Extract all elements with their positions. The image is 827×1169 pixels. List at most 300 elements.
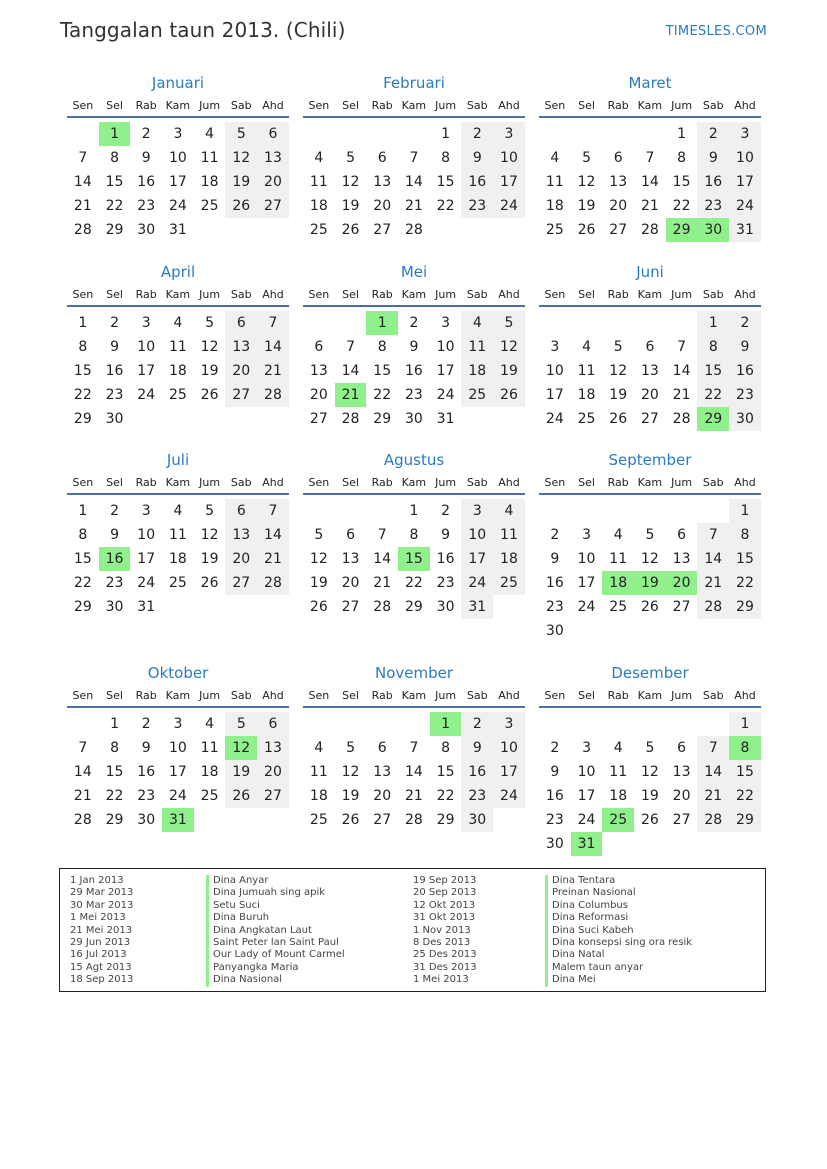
day-cell[interactable]: 29: [105, 222, 124, 238]
day-cell[interactable]: 24: [577, 599, 596, 615]
day-cell[interactable]: 13: [373, 764, 392, 780]
day-cell[interactable]: 18: [309, 198, 328, 214]
day-cell[interactable]: 30: [545, 836, 564, 852]
day-cell[interactable]: 16: [105, 363, 124, 379]
day-cell[interactable]: 24: [545, 411, 564, 427]
day-cell[interactable]: 20: [672, 788, 691, 804]
day-cell[interactable]: 5: [582, 150, 591, 166]
day-cell[interactable]: 29: [373, 411, 392, 427]
day-cell[interactable]: 25: [493, 571, 525, 595]
day-cell[interactable]: 30: [137, 812, 156, 828]
day-cell[interactable]: 20: [257, 760, 289, 784]
day-cell[interactable]: 29: [73, 599, 92, 615]
day-cell[interactable]: 11: [200, 740, 219, 756]
day-cell[interactable]: 1: [78, 315, 88, 331]
day-cell[interactable]: 20: [373, 198, 392, 214]
day-cell[interactable]: 14: [404, 174, 423, 190]
day-cell[interactable]: 22: [672, 198, 691, 214]
day-cell[interactable]: 23: [137, 198, 156, 214]
day-cell[interactable]: 7: [409, 150, 419, 166]
day-cell[interactable]: 20: [309, 387, 328, 403]
day-cell[interactable]: 19: [200, 551, 219, 567]
day-cell[interactable]: 14: [404, 764, 423, 780]
day-cell[interactable]: 22: [436, 788, 455, 804]
day-cell[interactable]: 14: [672, 363, 691, 379]
day-cell[interactable]: 5: [645, 527, 655, 543]
day-cell[interactable]: 1: [729, 499, 761, 523]
day-cell[interactable]: 20: [640, 387, 659, 403]
day-cell[interactable]: 27: [373, 222, 392, 238]
holiday-day-cell[interactable]: 12: [225, 736, 257, 760]
day-cell[interactable]: 10: [729, 146, 761, 170]
day-cell[interactable]: 22: [729, 784, 761, 808]
day-cell[interactable]: 10: [168, 150, 187, 166]
day-cell[interactable]: 17: [168, 174, 187, 190]
day-cell[interactable]: 24: [137, 575, 156, 591]
day-cell[interactable]: 14: [257, 523, 289, 547]
day-cell[interactable]: 17: [577, 575, 596, 591]
day-cell[interactable]: 2: [110, 315, 119, 331]
day-cell[interactable]: 3: [173, 126, 183, 142]
day-cell[interactable]: 19: [341, 788, 360, 804]
day-cell[interactable]: 5: [225, 712, 257, 736]
day-cell[interactable]: 25: [200, 788, 219, 804]
day-cell[interactable]: 26: [640, 599, 659, 615]
day-cell[interactable]: 18: [168, 551, 187, 567]
day-cell[interactable]: 26: [577, 222, 596, 238]
day-cell[interactable]: 14: [73, 764, 92, 780]
day-cell[interactable]: 1: [110, 716, 119, 732]
day-cell[interactable]: 28: [257, 571, 289, 595]
day-cell[interactable]: 23: [404, 387, 423, 403]
day-cell[interactable]: 29: [436, 812, 455, 828]
day-cell[interactable]: 9: [461, 736, 493, 760]
day-cell[interactable]: 6: [257, 122, 289, 146]
holiday-day-cell[interactable]: 1: [430, 712, 462, 736]
day-cell[interactable]: 4: [613, 740, 623, 756]
holiday-day-cell[interactable]: 15: [398, 547, 430, 571]
day-cell[interactable]: 28: [341, 411, 360, 427]
day-cell[interactable]: 14: [73, 174, 92, 190]
holiday-day-cell[interactable]: 1: [99, 122, 131, 146]
day-cell[interactable]: 24: [729, 194, 761, 218]
day-cell[interactable]: 29: [404, 599, 423, 615]
day-cell[interactable]: 17: [493, 170, 525, 194]
holiday-day-cell[interactable]: 29: [697, 407, 729, 431]
day-cell[interactable]: 21: [404, 788, 423, 804]
day-cell[interactable]: 9: [409, 339, 419, 355]
day-cell[interactable]: 16: [729, 359, 761, 383]
day-cell[interactable]: 18: [461, 359, 493, 383]
day-cell[interactable]: 1: [677, 126, 687, 142]
day-cell[interactable]: 14: [697, 547, 729, 571]
day-cell[interactable]: 27: [341, 599, 360, 615]
day-cell[interactable]: 22: [105, 198, 124, 214]
day-cell[interactable]: 16: [697, 170, 729, 194]
day-cell[interactable]: 1: [697, 311, 729, 335]
day-cell[interactable]: 15: [672, 174, 691, 190]
day-cell[interactable]: 6: [225, 499, 257, 523]
day-cell[interactable]: 31: [461, 595, 493, 619]
day-cell[interactable]: 30: [137, 222, 156, 238]
day-cell[interactable]: 2: [461, 122, 493, 146]
day-cell[interactable]: 7: [697, 523, 729, 547]
day-cell[interactable]: 6: [677, 527, 687, 543]
day-cell[interactable]: 6: [377, 740, 387, 756]
day-cell[interactable]: 24: [168, 788, 187, 804]
day-cell[interactable]: 9: [110, 527, 119, 543]
day-cell[interactable]: 27: [257, 194, 289, 218]
day-cell[interactable]: 5: [314, 527, 324, 543]
day-cell[interactable]: 6: [257, 712, 289, 736]
day-cell[interactable]: 7: [645, 150, 655, 166]
day-cell[interactable]: 31: [436, 411, 455, 427]
day-cell[interactable]: 24: [493, 784, 525, 808]
day-cell[interactable]: 12: [577, 174, 596, 190]
holiday-day-cell[interactable]: 25: [602, 808, 634, 832]
day-cell[interactable]: 10: [436, 339, 455, 355]
day-cell[interactable]: 27: [672, 812, 691, 828]
day-cell[interactable]: 8: [441, 150, 451, 166]
day-cell[interactable]: 21: [640, 198, 659, 214]
day-cell[interactable]: 17: [436, 363, 455, 379]
day-cell[interactable]: 25: [577, 411, 596, 427]
day-cell[interactable]: 8: [110, 150, 119, 166]
day-cell[interactable]: 4: [613, 527, 623, 543]
day-cell[interactable]: 7: [409, 740, 419, 756]
day-cell[interactable]: 10: [137, 339, 156, 355]
day-cell[interactable]: 23: [545, 599, 564, 615]
day-cell[interactable]: 28: [373, 599, 392, 615]
day-cell[interactable]: 2: [461, 712, 493, 736]
day-cell[interactable]: 12: [341, 174, 360, 190]
day-cell[interactable]: 26: [200, 387, 219, 403]
day-cell[interactable]: 16: [436, 551, 455, 567]
day-cell[interactable]: 13: [640, 363, 659, 379]
day-cell[interactable]: 15: [729, 547, 761, 571]
holiday-day-cell[interactable]: 21: [335, 383, 367, 407]
day-cell[interactable]: 7: [78, 150, 88, 166]
day-cell[interactable]: 31: [168, 222, 187, 238]
day-cell[interactable]: 6: [645, 339, 655, 355]
day-cell[interactable]: 4: [550, 150, 560, 166]
day-cell[interactable]: 10: [577, 551, 596, 567]
day-cell[interactable]: 17: [137, 551, 156, 567]
day-cell[interactable]: 26: [309, 599, 328, 615]
day-cell[interactable]: 5: [645, 740, 655, 756]
day-cell[interactable]: 15: [73, 551, 92, 567]
day-cell[interactable]: 25: [168, 575, 187, 591]
day-cell[interactable]: 20: [257, 170, 289, 194]
day-cell[interactable]: 1: [78, 503, 88, 519]
day-cell[interactable]: 8: [409, 527, 419, 543]
day-cell[interactable]: 2: [550, 527, 560, 543]
day-cell[interactable]: 2: [550, 740, 560, 756]
day-cell[interactable]: 26: [200, 575, 219, 591]
day-cell[interactable]: 24: [461, 571, 493, 595]
day-cell[interactable]: 4: [205, 716, 215, 732]
day-cell[interactable]: 17: [577, 788, 596, 804]
day-cell[interactable]: 11: [577, 363, 596, 379]
day-cell[interactable]: 9: [141, 150, 151, 166]
day-cell[interactable]: 24: [577, 812, 596, 828]
day-cell[interactable]: 21: [257, 547, 289, 571]
day-cell[interactable]: 19: [640, 788, 659, 804]
day-cell[interactable]: 9: [110, 339, 119, 355]
day-cell[interactable]: 27: [225, 571, 257, 595]
day-cell[interactable]: 20: [373, 788, 392, 804]
day-cell[interactable]: 9: [141, 740, 151, 756]
day-cell[interactable]: 27: [225, 383, 257, 407]
day-cell[interactable]: 12: [640, 551, 659, 567]
day-cell[interactable]: 28: [672, 411, 691, 427]
day-cell[interactable]: 4: [493, 499, 525, 523]
day-cell[interactable]: 18: [609, 788, 628, 804]
day-cell[interactable]: 22: [729, 571, 761, 595]
day-cell[interactable]: 17: [493, 760, 525, 784]
day-cell[interactable]: 28: [404, 222, 423, 238]
day-cell[interactable]: 4: [314, 740, 324, 756]
day-cell[interactable]: 11: [461, 335, 493, 359]
day-cell[interactable]: 28: [73, 222, 92, 238]
day-cell[interactable]: 7: [697, 736, 729, 760]
day-cell[interactable]: 8: [441, 740, 451, 756]
day-cell[interactable]: 21: [373, 575, 392, 591]
day-cell[interactable]: 7: [257, 499, 289, 523]
day-cell[interactable]: 28: [404, 812, 423, 828]
day-cell[interactable]: 10: [545, 363, 564, 379]
day-cell[interactable]: 22: [404, 575, 423, 591]
day-cell[interactable]: 5: [613, 339, 623, 355]
holiday-day-cell[interactable]: 16: [99, 547, 131, 571]
day-cell[interactable]: 15: [105, 764, 124, 780]
day-cell[interactable]: 25: [309, 812, 328, 828]
day-cell[interactable]: 6: [613, 150, 623, 166]
day-cell[interactable]: 16: [545, 575, 564, 591]
day-cell[interactable]: 5: [346, 740, 355, 756]
day-cell[interactable]: 3: [141, 315, 151, 331]
holiday-day-cell[interactable]: 1: [366, 311, 398, 335]
day-cell[interactable]: 11: [309, 764, 328, 780]
day-cell[interactable]: 14: [341, 363, 360, 379]
day-cell[interactable]: 25: [309, 222, 328, 238]
day-cell[interactable]: 25: [200, 198, 219, 214]
day-cell[interactable]: 24: [436, 387, 455, 403]
day-cell[interactable]: 20: [225, 359, 257, 383]
day-cell[interactable]: 16: [545, 788, 564, 804]
day-cell[interactable]: 17: [545, 387, 564, 403]
day-cell[interactable]: 23: [697, 194, 729, 218]
day-cell[interactable]: 3: [461, 499, 493, 523]
day-cell[interactable]: 30: [105, 599, 124, 615]
day-cell[interactable]: 8: [729, 523, 761, 547]
day-cell[interactable]: 25: [461, 383, 493, 407]
day-cell[interactable]: 29: [73, 411, 92, 427]
day-cell[interactable]: 18: [545, 198, 564, 214]
day-cell[interactable]: 26: [640, 812, 659, 828]
day-cell[interactable]: 9: [697, 146, 729, 170]
day-cell[interactable]: 3: [729, 122, 761, 146]
day-cell[interactable]: 5: [205, 315, 215, 331]
day-cell[interactable]: 1: [441, 126, 451, 142]
day-cell[interactable]: 25: [168, 387, 187, 403]
day-cell[interactable]: 4: [205, 126, 215, 142]
day-cell[interactable]: 30: [404, 411, 423, 427]
brand-link[interactable]: TIMESLES.COM: [665, 24, 767, 39]
day-cell[interactable]: 16: [404, 363, 423, 379]
day-cell[interactable]: 4: [173, 315, 183, 331]
day-cell[interactable]: 12: [200, 527, 219, 543]
day-cell[interactable]: 30: [729, 407, 761, 431]
day-cell[interactable]: 18: [577, 387, 596, 403]
day-cell[interactable]: 16: [137, 764, 156, 780]
day-cell[interactable]: 30: [105, 411, 124, 427]
day-cell[interactable]: 26: [341, 222, 360, 238]
day-cell[interactable]: 17: [729, 170, 761, 194]
day-cell[interactable]: 13: [257, 736, 289, 760]
day-cell[interactable]: 25: [609, 599, 628, 615]
day-cell[interactable]: 12: [493, 335, 525, 359]
day-cell[interactable]: 30: [436, 599, 455, 615]
day-cell[interactable]: 21: [672, 387, 691, 403]
day-cell[interactable]: 18: [493, 547, 525, 571]
day-cell[interactable]: 19: [577, 198, 596, 214]
day-cell[interactable]: 13: [672, 764, 691, 780]
day-cell[interactable]: 23: [461, 784, 493, 808]
day-cell[interactable]: 31: [137, 599, 156, 615]
day-cell[interactable]: 13: [609, 174, 628, 190]
day-cell[interactable]: 24: [493, 194, 525, 218]
day-cell[interactable]: 31: [729, 218, 761, 242]
day-cell[interactable]: 18: [200, 174, 219, 190]
day-cell[interactable]: 8: [377, 339, 387, 355]
day-cell[interactable]: 24: [168, 198, 187, 214]
day-cell[interactable]: 20: [609, 198, 628, 214]
day-cell[interactable]: 21: [73, 788, 92, 804]
day-cell[interactable]: 6: [677, 740, 687, 756]
day-cell[interactable]: 3: [493, 712, 525, 736]
day-cell[interactable]: 23: [545, 812, 564, 828]
day-cell[interactable]: 17: [137, 363, 156, 379]
day-cell[interactable]: 9: [729, 335, 761, 359]
day-cell[interactable]: 17: [168, 764, 187, 780]
day-cell[interactable]: 14: [640, 174, 659, 190]
day-cell[interactable]: 21: [73, 198, 92, 214]
day-cell[interactable]: 22: [436, 198, 455, 214]
day-cell[interactable]: 16: [137, 174, 156, 190]
day-cell[interactable]: 2: [141, 716, 151, 732]
day-cell[interactable]: 22: [697, 383, 729, 407]
day-cell[interactable]: 11: [493, 523, 525, 547]
day-cell[interactable]: 13: [257, 146, 289, 170]
day-cell[interactable]: 21: [697, 571, 729, 595]
day-cell[interactable]: 12: [200, 339, 219, 355]
day-cell[interactable]: 27: [640, 411, 659, 427]
day-cell[interactable]: 28: [73, 812, 92, 828]
day-cell[interactable]: 9: [550, 551, 560, 567]
day-cell[interactable]: 3: [173, 716, 183, 732]
day-cell[interactable]: 10: [493, 736, 525, 760]
day-cell[interactable]: 16: [461, 170, 493, 194]
day-cell[interactable]: 19: [309, 575, 328, 591]
day-cell[interactable]: 11: [309, 174, 328, 190]
day-cell[interactable]: 30: [461, 808, 493, 832]
day-cell[interactable]: 2: [441, 503, 451, 519]
day-cell[interactable]: 9: [461, 146, 493, 170]
day-cell[interactable]: 15: [73, 363, 92, 379]
day-cell[interactable]: 11: [168, 527, 187, 543]
day-cell[interactable]: 5: [205, 503, 215, 519]
day-cell[interactable]: 2: [729, 311, 761, 335]
day-cell[interactable]: 4: [461, 311, 493, 335]
day-cell[interactable]: 18: [200, 764, 219, 780]
day-cell[interactable]: 15: [729, 760, 761, 784]
day-cell[interactable]: 6: [346, 527, 355, 543]
day-cell[interactable]: 9: [441, 527, 451, 543]
day-cell[interactable]: 28: [640, 222, 659, 238]
day-cell[interactable]: 10: [168, 740, 187, 756]
day-cell[interactable]: 10: [461, 523, 493, 547]
holiday-day-cell[interactable]: 30: [697, 218, 729, 242]
day-cell[interactable]: 12: [640, 764, 659, 780]
day-cell[interactable]: 15: [436, 174, 455, 190]
day-cell[interactable]: 14: [697, 760, 729, 784]
day-cell[interactable]: 1: [409, 503, 419, 519]
day-cell[interactable]: 12: [609, 363, 628, 379]
day-cell[interactable]: 5: [225, 122, 257, 146]
day-cell[interactable]: 27: [672, 599, 691, 615]
day-cell[interactable]: 6: [225, 311, 257, 335]
day-cell[interactable]: 26: [225, 784, 257, 808]
day-cell[interactable]: 22: [373, 387, 392, 403]
day-cell[interactable]: 11: [545, 174, 564, 190]
day-cell[interactable]: 23: [137, 788, 156, 804]
day-cell[interactable]: 11: [200, 150, 219, 166]
day-cell[interactable]: 12: [341, 764, 360, 780]
day-cell[interactable]: 11: [609, 764, 628, 780]
day-cell[interactable]: 17: [461, 547, 493, 571]
day-cell[interactable]: 19: [341, 198, 360, 214]
day-cell[interactable]: 19: [225, 170, 257, 194]
day-cell[interactable]: 13: [309, 363, 328, 379]
holiday-day-cell[interactable]: 31: [162, 808, 194, 832]
day-cell[interactable]: 3: [582, 740, 591, 756]
day-cell[interactable]: 10: [137, 527, 156, 543]
day-cell[interactable]: 23: [105, 575, 124, 591]
day-cell[interactable]: 5: [346, 150, 355, 166]
day-cell[interactable]: 25: [545, 222, 564, 238]
day-cell[interactable]: 21: [697, 784, 729, 808]
day-cell[interactable]: 10: [577, 764, 596, 780]
day-cell[interactable]: 13: [672, 551, 691, 567]
day-cell[interactable]: 4: [173, 503, 183, 519]
day-cell[interactable]: 1: [729, 712, 761, 736]
day-cell[interactable]: 11: [609, 551, 628, 567]
day-cell[interactable]: 21: [257, 359, 289, 383]
day-cell[interactable]: 20: [225, 547, 257, 571]
day-cell[interactable]: 24: [137, 387, 156, 403]
day-cell[interactable]: 15: [697, 359, 729, 383]
day-cell[interactable]: 8: [110, 740, 119, 756]
day-cell[interactable]: 26: [225, 194, 257, 218]
day-cell[interactable]: 28: [257, 383, 289, 407]
day-cell[interactable]: 7: [257, 311, 289, 335]
holiday-day-cell[interactable]: 18: [602, 571, 634, 595]
day-cell[interactable]: 22: [105, 788, 124, 804]
day-cell[interactable]: 7: [78, 740, 88, 756]
day-cell[interactable]: 26: [609, 411, 628, 427]
day-cell[interactable]: 23: [461, 194, 493, 218]
